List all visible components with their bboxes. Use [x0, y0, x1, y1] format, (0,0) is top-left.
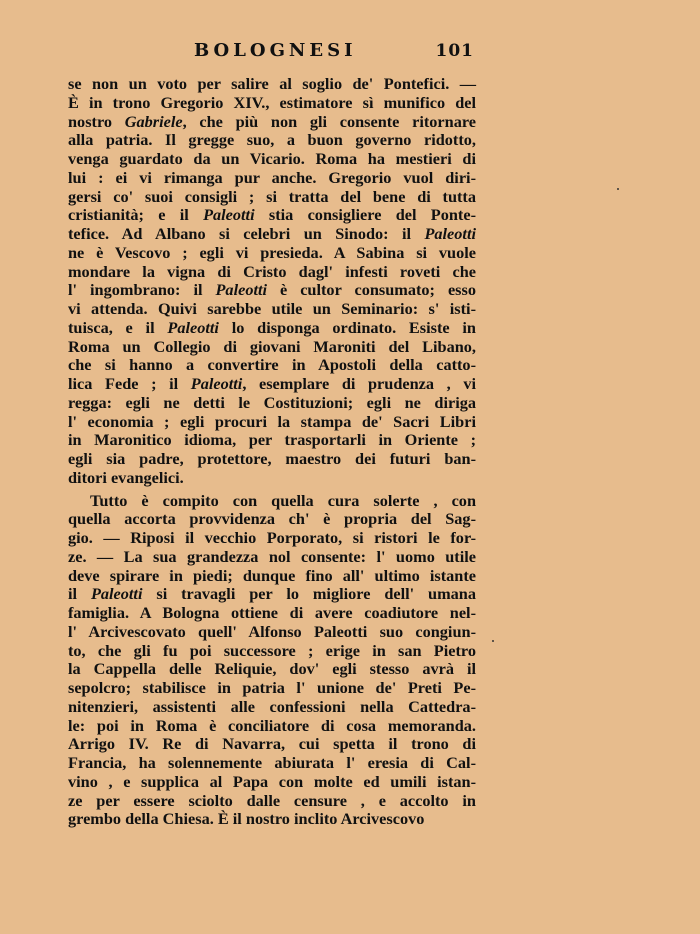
text-segment: , che più non gli consente ritornare — [182, 111, 476, 131]
text-line — [68, 792, 476, 811]
text-segment: che si hanno a convertire in Apostoli della catto- — [68, 355, 476, 375]
text-line — [68, 604, 476, 623]
text-line — [68, 94, 476, 113]
text-segment: mondare la vigna di Cristo dagl' infesti roveti che — [68, 261, 476, 281]
body-text — [68, 75, 476, 829]
page-number: 101 — [435, 41, 474, 61]
text-line — [68, 375, 476, 394]
text-line — [68, 394, 476, 413]
text-line — [68, 698, 476, 717]
text-line — [68, 810, 476, 829]
text-segment: è cultor consumato; esso — [267, 280, 476, 300]
paragraph — [68, 492, 476, 830]
text-segment: ze per essere sciolto dalle censure , e accolto in — [68, 790, 476, 810]
text-line — [68, 679, 476, 698]
text-segment: Roma un Collegio di giovani Maroniti del Libano, — [68, 336, 476, 356]
italic-name: Paleotti — [424, 224, 476, 243]
text-line — [68, 131, 476, 150]
text-segment: ditori evangelici. — [68, 467, 184, 487]
text-line — [68, 169, 476, 188]
text-segment: se non un voto per salire al soglio de' Pontefici. — — [68, 74, 476, 93]
text-segment: le: poi in Roma è conciliatore di cosa memoranda. — [68, 715, 476, 735]
text-segment: gersi co' suoi consigli ; si tratta del bene di tutta — [68, 186, 476, 206]
text-segment: Arrigo IV. Re di Navarra, cui spetta il trono di — [68, 734, 476, 754]
running-title: BOLOGNESI — [194, 40, 357, 61]
text-segment: si travagli per lo migliore dell' umana — [142, 584, 476, 604]
text-line — [68, 356, 476, 375]
italic-name: Paleotti — [90, 584, 143, 604]
text-segment: vino , e supplica al Papa con molte ed umili istan- — [68, 771, 476, 791]
text-line — [68, 281, 476, 300]
text-segment: Tutto è compito con quella cura solerte , con — [90, 490, 476, 510]
text-segment: tefice. Ad Albano si celebri un Sinodo: il — [68, 224, 425, 243]
text-line — [68, 431, 476, 450]
text-segment: alla patria. Il gregge suo, a buon governo ridotto, — [68, 130, 476, 150]
text-line — [68, 585, 476, 604]
text-segment: quella accorta provvidenza ch' è propria del Sag- — [68, 509, 476, 529]
text-line — [68, 717, 476, 736]
italic-name: Paleotti — [167, 317, 219, 337]
text-segment: nostro — [68, 111, 125, 131]
text-segment: famiglia. A Bologna ottiene di avere coadiutore nel- — [68, 603, 476, 622]
text-line — [68, 150, 476, 169]
page-header — [70, 40, 476, 70]
italic-name: Gabriele — [124, 111, 183, 131]
text-segment: to, che gli fu poi successore ; erige in san Pietro — [68, 640, 476, 660]
text-segment: nitenzieri, assistenti alle confessioni nella Cattedra- — [68, 696, 476, 716]
text-line — [68, 450, 476, 469]
text-line — [68, 660, 476, 679]
text-segment: stia consigliere del Ponte- — [254, 205, 476, 225]
text-segment: l' economia ; egli procuri la stampa de' Sacri Libri — [68, 411, 476, 431]
text-segment: lui : ei vi rimanga pur anche. Gregorio vuol diri- — [68, 167, 476, 187]
text-segment: in Maronitico idioma, per trasportarli in Oriente ; — [68, 430, 476, 450]
italic-name: Paleotti — [190, 374, 243, 393]
text-line — [68, 642, 476, 661]
text-line — [68, 529, 476, 548]
text-line — [68, 754, 476, 773]
text-line — [68, 623, 476, 642]
text-line — [68, 206, 476, 225]
text-line — [68, 469, 476, 488]
paper-speck — [617, 188, 619, 190]
paragraph — [68, 75, 476, 488]
text-segment: l' ingombrano: il — [68, 280, 216, 300]
text-segment: gio. — Riposi il vecchio Porporato, si ristori le for- — [68, 528, 476, 547]
text-segment: venga guardato da un Vicario. Roma ha mestieri di — [68, 149, 476, 168]
text-line — [68, 75, 476, 94]
text-line — [68, 244, 476, 263]
paper-speck — [492, 640, 494, 642]
text-segment: il — [68, 584, 91, 604]
text-segment: deve spirare in piedi; dunque fino all' ultimo istante — [68, 565, 476, 585]
text-line — [68, 567, 476, 586]
text-line — [68, 300, 476, 319]
text-segment: lica Fede ; il — [68, 374, 191, 393]
italic-name: Paleotti — [203, 205, 255, 225]
text-segment: sepolcro; stabilisce in patria l' unione de' Preti Pe- — [68, 678, 476, 697]
text-line — [68, 735, 476, 754]
text-line — [68, 492, 476, 511]
text-segment: tuisca, e il — [68, 317, 168, 337]
text-line — [68, 263, 476, 282]
text-segment: egli sia padre, protettore, maestro dei futuri ban- — [68, 449, 476, 468]
text-segment: vi attenda. Quivi sarebbe utile un Seminario: s' isti- — [68, 299, 476, 318]
text-line — [68, 113, 476, 132]
text-line — [68, 338, 476, 357]
text-segment: l' Arcivescovato quell' Alfonso Paleotti suo congiun- — [68, 621, 476, 641]
text-segment: È in trono Gregorio XIV., estimatore sì munifico del — [68, 92, 476, 112]
text-line — [68, 188, 476, 207]
text-line — [68, 225, 476, 244]
text-line — [68, 548, 476, 567]
text-line — [68, 413, 476, 432]
text-segment: cristianità; e il — [68, 205, 204, 225]
text-segment: , esemplare di prudenza , vi — [242, 374, 476, 393]
text-segment: ze. — La sua grandezza nol consente: l' uomo utile — [68, 546, 476, 566]
text-segment: grembo della Chiesa. È il nostro inclito Arcivescovo — [68, 809, 425, 829]
text-line — [68, 773, 476, 792]
text-line — [68, 510, 476, 529]
text-segment: Francia, ha solennemente abiurata l' eresia di Cal- — [68, 753, 476, 772]
text-segment: lo disponga ordinato. Esiste in — [218, 317, 476, 337]
text-segment: ne è Vescovo ; egli vi presieda. A Sabina si vuole — [68, 242, 476, 262]
text-line — [68, 319, 476, 338]
italic-name: Paleotti — [215, 280, 268, 300]
text-segment: regga: egli ne detti le Costituzioni; egli ne diriga — [68, 392, 476, 412]
text-segment: la Cappella delle Reliquie, dov' egli stesso avrà il — [68, 659, 476, 679]
